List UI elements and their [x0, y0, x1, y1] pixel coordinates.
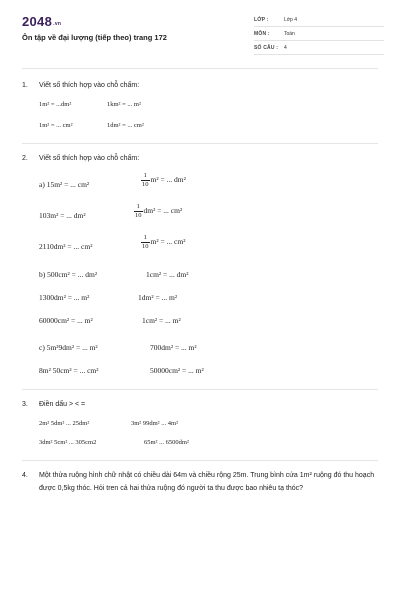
- exercise-item: 1km² = ... m²: [107, 101, 141, 108]
- question-number: 3.: [22, 401, 28, 408]
- exercise-item: 8m² 50cm² = ... cm²: [39, 366, 99, 375]
- meta-key: LỚP :: [254, 17, 269, 23]
- meta-value: Toán: [284, 31, 295, 37]
- divider: [22, 143, 378, 144]
- question-number: 1.: [22, 82, 28, 89]
- exercise-item: 65m² ... 6500dm²: [144, 439, 189, 446]
- meta-row-class: [254, 14, 384, 27]
- meta-key: MÔN :: [254, 31, 270, 37]
- exercise-item: 3m² 99dm² ... 4m²: [131, 420, 179, 427]
- question-number: 4.: [22, 472, 28, 479]
- exercise-item: 1dm² = ... m²: [138, 293, 178, 302]
- fraction: $\frac{1}{10}$: [135, 203, 142, 219]
- exercise-item: c) 5m²9dm² = ... m²: [39, 343, 98, 352]
- meta-value: Lớp 4: [284, 17, 298, 23]
- exercise-item: 1m² = ...dm²: [39, 101, 72, 108]
- exercise-item-fraction: $\frac{1}{10}$ m² = ... dm²: [142, 172, 186, 188]
- fraction: $\frac{1}{10}$: [142, 234, 149, 250]
- divider: [22, 389, 378, 390]
- page-title: Ôn tập về đại lượng (tiếp theo) trang 172: [22, 33, 167, 42]
- site-logo[interactable]: 2048.vn: [22, 14, 62, 29]
- question-text: Một thửa ruộng hình chữ nhật có chiều dài 64m và chiều rộng 25m. Trung bình cứa 1m² ruộng đó thu hoạch được 0,5kg thóc. Hỏi tren cả hai thửa ruộng đó người ta thu được bao nhiêu tạ thóc?: [39, 472, 375, 492]
- question-text: Điền dấu > < =: [39, 401, 86, 408]
- exercise-item-fraction: $\frac{1}{10}$ dm² = ... cm²: [135, 203, 183, 219]
- question-text: Viết số thích hợp vào chỗ chấm:: [39, 155, 140, 162]
- exercise-item: 700dm² = ... m²: [150, 343, 197, 352]
- meta-key: SỐ CÂU :: [254, 45, 279, 51]
- divider: [22, 460, 378, 461]
- exercise-item: 103m² = ... dm²: [39, 211, 86, 220]
- meta-row-subject: [254, 28, 384, 41]
- exercise-item: 2110dm² = ... cm²: [39, 242, 93, 251]
- exercise-item: b) 500cm² = ... dm²: [39, 270, 98, 279]
- meta-row-count: [254, 42, 384, 55]
- exercise-item: 1cm² = ... dm²: [146, 270, 189, 279]
- question-text: Viết số thích hợp vào chỗ chấm:: [39, 82, 140, 89]
- exercise-item-fraction: $\frac{1}{10}$ m² = ... cm²: [142, 234, 186, 250]
- exercise-item: 3dm² 5cm² ... 305cm2: [39, 439, 97, 446]
- divider: [22, 68, 378, 69]
- exercise-item: 1300dm² = ... m²: [39, 293, 90, 302]
- exercise-item: 1m² = ... cm²: [39, 122, 73, 129]
- exercise-item: 1dm² = ... cm²: [107, 122, 144, 129]
- meta-value: 4: [284, 45, 287, 51]
- exercise-item: 50000cm² = ... m²: [150, 366, 204, 375]
- exercise-item: a) 15m² = ... cm²: [39, 180, 90, 189]
- exercise-item: 1cm² = ... m²: [142, 316, 181, 325]
- exercise-item: 60000cm² = ... m²: [39, 316, 93, 325]
- fraction: $\frac{1}{10}$: [142, 172, 149, 188]
- exercise-item: 2m² 5dm² ... 25dm²: [39, 420, 90, 427]
- question-number: 2.: [22, 155, 28, 162]
